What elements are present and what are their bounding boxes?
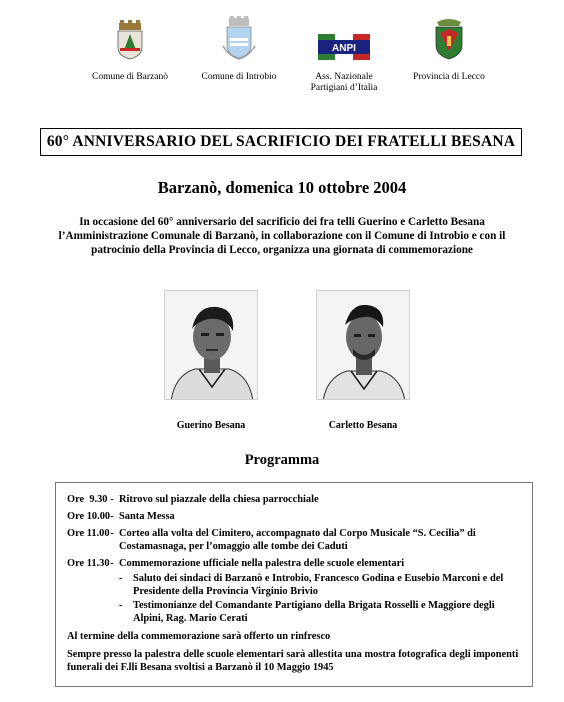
svg-text:ANPI: ANPI <box>332 43 356 54</box>
guerino-photo <box>164 290 258 400</box>
logo-lecco: Provincia di Lecco <box>408 14 490 83</box>
programma-box <box>55 482 533 687</box>
intro-text: In occasione del 60° anniversario del sacrificio dei fra telli Guerino e Carletto Besana l’Amministrazione Comunale di Barzanò, in collaborazione con il Comune di Introbio e con il patrocinio della Provincia di Lecco, organizza una giornata di commemorazione <box>58 216 506 256</box>
schedule-text: Commemorazione ufficiale nella palestra delle scuole elementari <box>119 558 405 569</box>
schedule-item <box>67 493 522 506</box>
logo-barzano: Comune di Barzanò <box>90 14 170 83</box>
schedule-dash: - <box>110 494 114 505</box>
logo-anpi: ANPI Ass. Nazionale Partigiani d’Italia <box>302 14 386 94</box>
carletto-photo <box>316 290 410 400</box>
event-date: Barzanò, domenica 10 ottobre 2004 <box>157 178 407 197</box>
programma-heading: Programma <box>244 452 320 468</box>
subitem-text: Testimonianze del Comandante Partigiano della Brigata Rosselli e Maggiore degli Alpini, Rag. Mario Cerati <box>133 600 495 624</box>
schedule-dash: - <box>110 511 114 522</box>
anpi-emblem-icon <box>302 14 386 60</box>
introbio-coat-of-arms-icon <box>196 14 282 60</box>
schedule-dash: - <box>110 528 114 539</box>
schedule-time: Ore 11.30 <box>67 558 110 569</box>
schedule-item <box>67 527 522 553</box>
barzano-coat-of-arms-icon <box>90 14 170 60</box>
subitem-text: Saluto dei sindaci di Barzanò e Introbio, Francesco Godina e Eusebio Marconi e del Presidente della Provincia Virginio Brivio <box>133 573 504 597</box>
carletto-caption: Carletto Besana <box>328 420 398 431</box>
schedule-text: Santa Messa <box>119 511 175 522</box>
subitem-dash: - <box>119 600 123 611</box>
rinfresco-note: Al termine della commemorazione sarà offerto un rinfresco <box>67 631 331 642</box>
schedule-subitem <box>119 599 522 625</box>
mostra-note: Sempre presso la palestra delle scuole elementari sarà allestita una mostra fotografica degli imponenti funerali dei F.lli Besana svoltisi a Barzanò il 10 Maggio 1945 <box>67 649 519 673</box>
subitem-dash: - <box>119 573 123 584</box>
event-title: 60° ANNIVERSARIO DEL SACRIFICIO DEI FRATELLI BESANA <box>40 128 522 156</box>
schedule-subitem <box>119 572 522 598</box>
schedule-item <box>67 510 522 523</box>
schedule-time: Ore 11.00 <box>67 528 110 539</box>
sponsor-logos <box>0 14 564 104</box>
lecco-coat-of-arms-icon <box>408 14 490 60</box>
schedule-item <box>67 557 522 570</box>
schedule-time: Ore 10.00 <box>67 511 111 522</box>
logo-introbio: Comune di Introbio <box>196 14 282 83</box>
schedule-time: Ore 9.30 <box>67 494 108 505</box>
schedule-text: Ritrovo sul piazzale della chiesa parrocchiale <box>119 494 319 505</box>
schedule-dash: - <box>110 558 114 569</box>
guerino-caption: Guerino Besana <box>176 420 246 431</box>
schedule-text: Corteo alla volta del Cimitero, accompagnato dal Corpo Musicale “S. Cecilia” di Costamasnaga, per l’omaggio alle tombe dei Caduti <box>119 528 476 552</box>
